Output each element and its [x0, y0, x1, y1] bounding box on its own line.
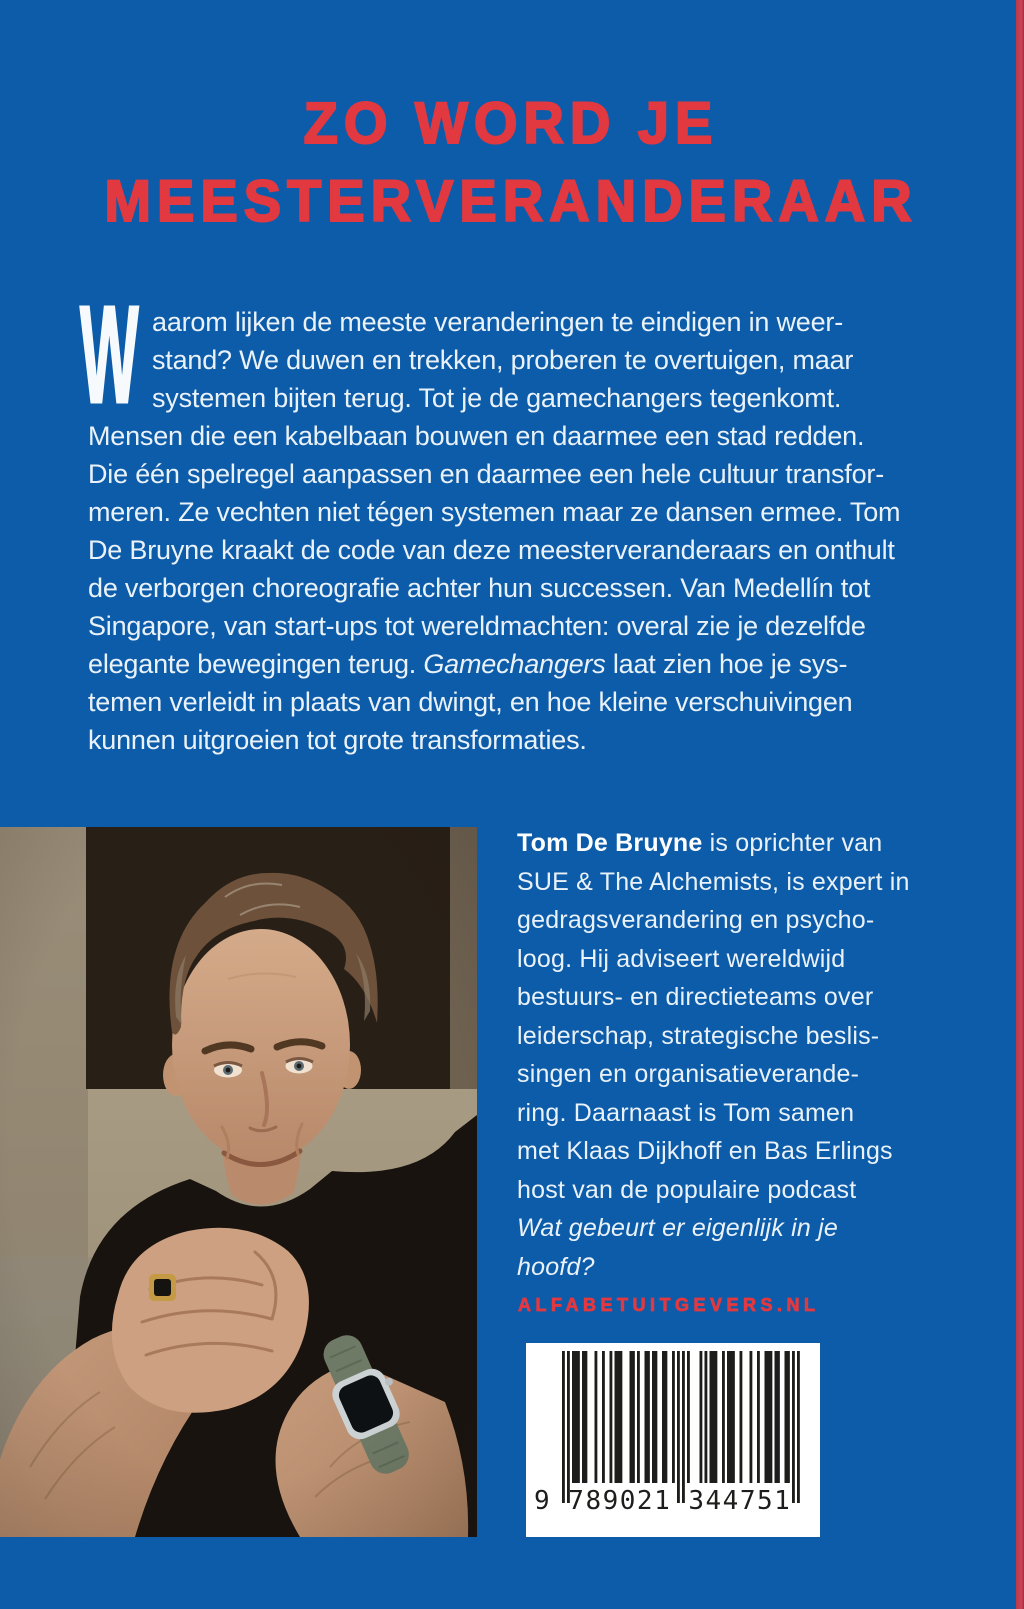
bio-line: [517, 824, 957, 863]
publisher-url: ALFABETUITGEVERS.NL: [518, 1295, 820, 1315]
blurb: [80, 278, 968, 759]
bio-line: SUE & The Alchemists, is expert in: [517, 867, 910, 896]
dropcap-w: W: [80, 278, 139, 432]
barcode-bars: [562, 1351, 800, 1503]
title-line-2: MEESTERVERANDERAAR: [104, 167, 918, 234]
bio-line: ring. Daarnaast is Tom samen: [517, 1098, 855, 1127]
author-name: Tom De Bruyne: [517, 829, 703, 857]
blurb-line: aarom lijken de meeste veranderingen te eindigen in weer-: [152, 307, 844, 337]
blurb-line: stand? We duwen en trekken, proberen te overtuigen, maar: [152, 345, 854, 375]
author-photo: [0, 827, 477, 1537]
book-title-italic: Gamechangers: [423, 649, 606, 679]
blurb-line: Singapore, van start-ups tot wereldmachten: overal zie je dezelfde: [88, 611, 866, 641]
bio-line: loog. Hij adviseert wereldwijd: [517, 944, 846, 973]
blurb-line: meren. Ze vechten niet tégen systemen maar ze dansen ermee. Tom: [88, 497, 901, 527]
bio-line: gedragsverandering en psycho-: [517, 906, 875, 934]
podcast-title: Wat gebeurt er eigenlijk in je: [517, 1214, 838, 1242]
blurb-line: systemen bijten terug. Tot je de gamechangers tegenkomt.: [152, 383, 842, 413]
blurb-line: [88, 645, 968, 683]
blurb-line: Die één spelregel aanpassen en daarmee een hele cultuur transfor-: [88, 459, 885, 489]
bio-line: bestuurs- en directieteams over: [517, 983, 874, 1011]
spine-stripe: [1016, 0, 1024, 1609]
blurb-line: de verborgen choreografie achter hun successen. Van Medellín tot: [88, 573, 871, 603]
bio-line: met Klaas Dijkhoff en Bas Erlings: [517, 1137, 893, 1165]
blurb-text: elegante bewegingen terug.: [88, 649, 424, 679]
blurb-line: Mensen die een kabelbaan bouwen en daarmee een stad redden.: [88, 421, 865, 451]
blurb-line: De Bruyne kraakt de code van deze meesterveranderaars en onthult: [88, 535, 895, 565]
bio-line: host van de populaire podcast: [517, 1175, 857, 1204]
barcode: [526, 1343, 820, 1537]
podcast-title: hoofd?: [517, 1252, 595, 1281]
title-block: [0, 84, 1016, 240]
author-bio: [517, 824, 957, 1286]
blurb-text: laat zien hoe je sys-: [605, 649, 848, 679]
bio-line: leiderschap, strategische beslis-: [517, 1021, 880, 1050]
bio-text: is oprichter van: [702, 829, 883, 857]
isbn-text: 9 789021 344751: [534, 1486, 792, 1516]
blurb-line: kunnen uitgroeien tot grote transformaties.: [88, 725, 587, 755]
blurb-line: temen verleidt in plaats van dwingt, en hoe kleine verschuivingen: [88, 687, 853, 717]
bio-line: singen en organisatieverande-: [517, 1060, 860, 1088]
title-line-1: ZO WORD JE: [303, 89, 719, 156]
